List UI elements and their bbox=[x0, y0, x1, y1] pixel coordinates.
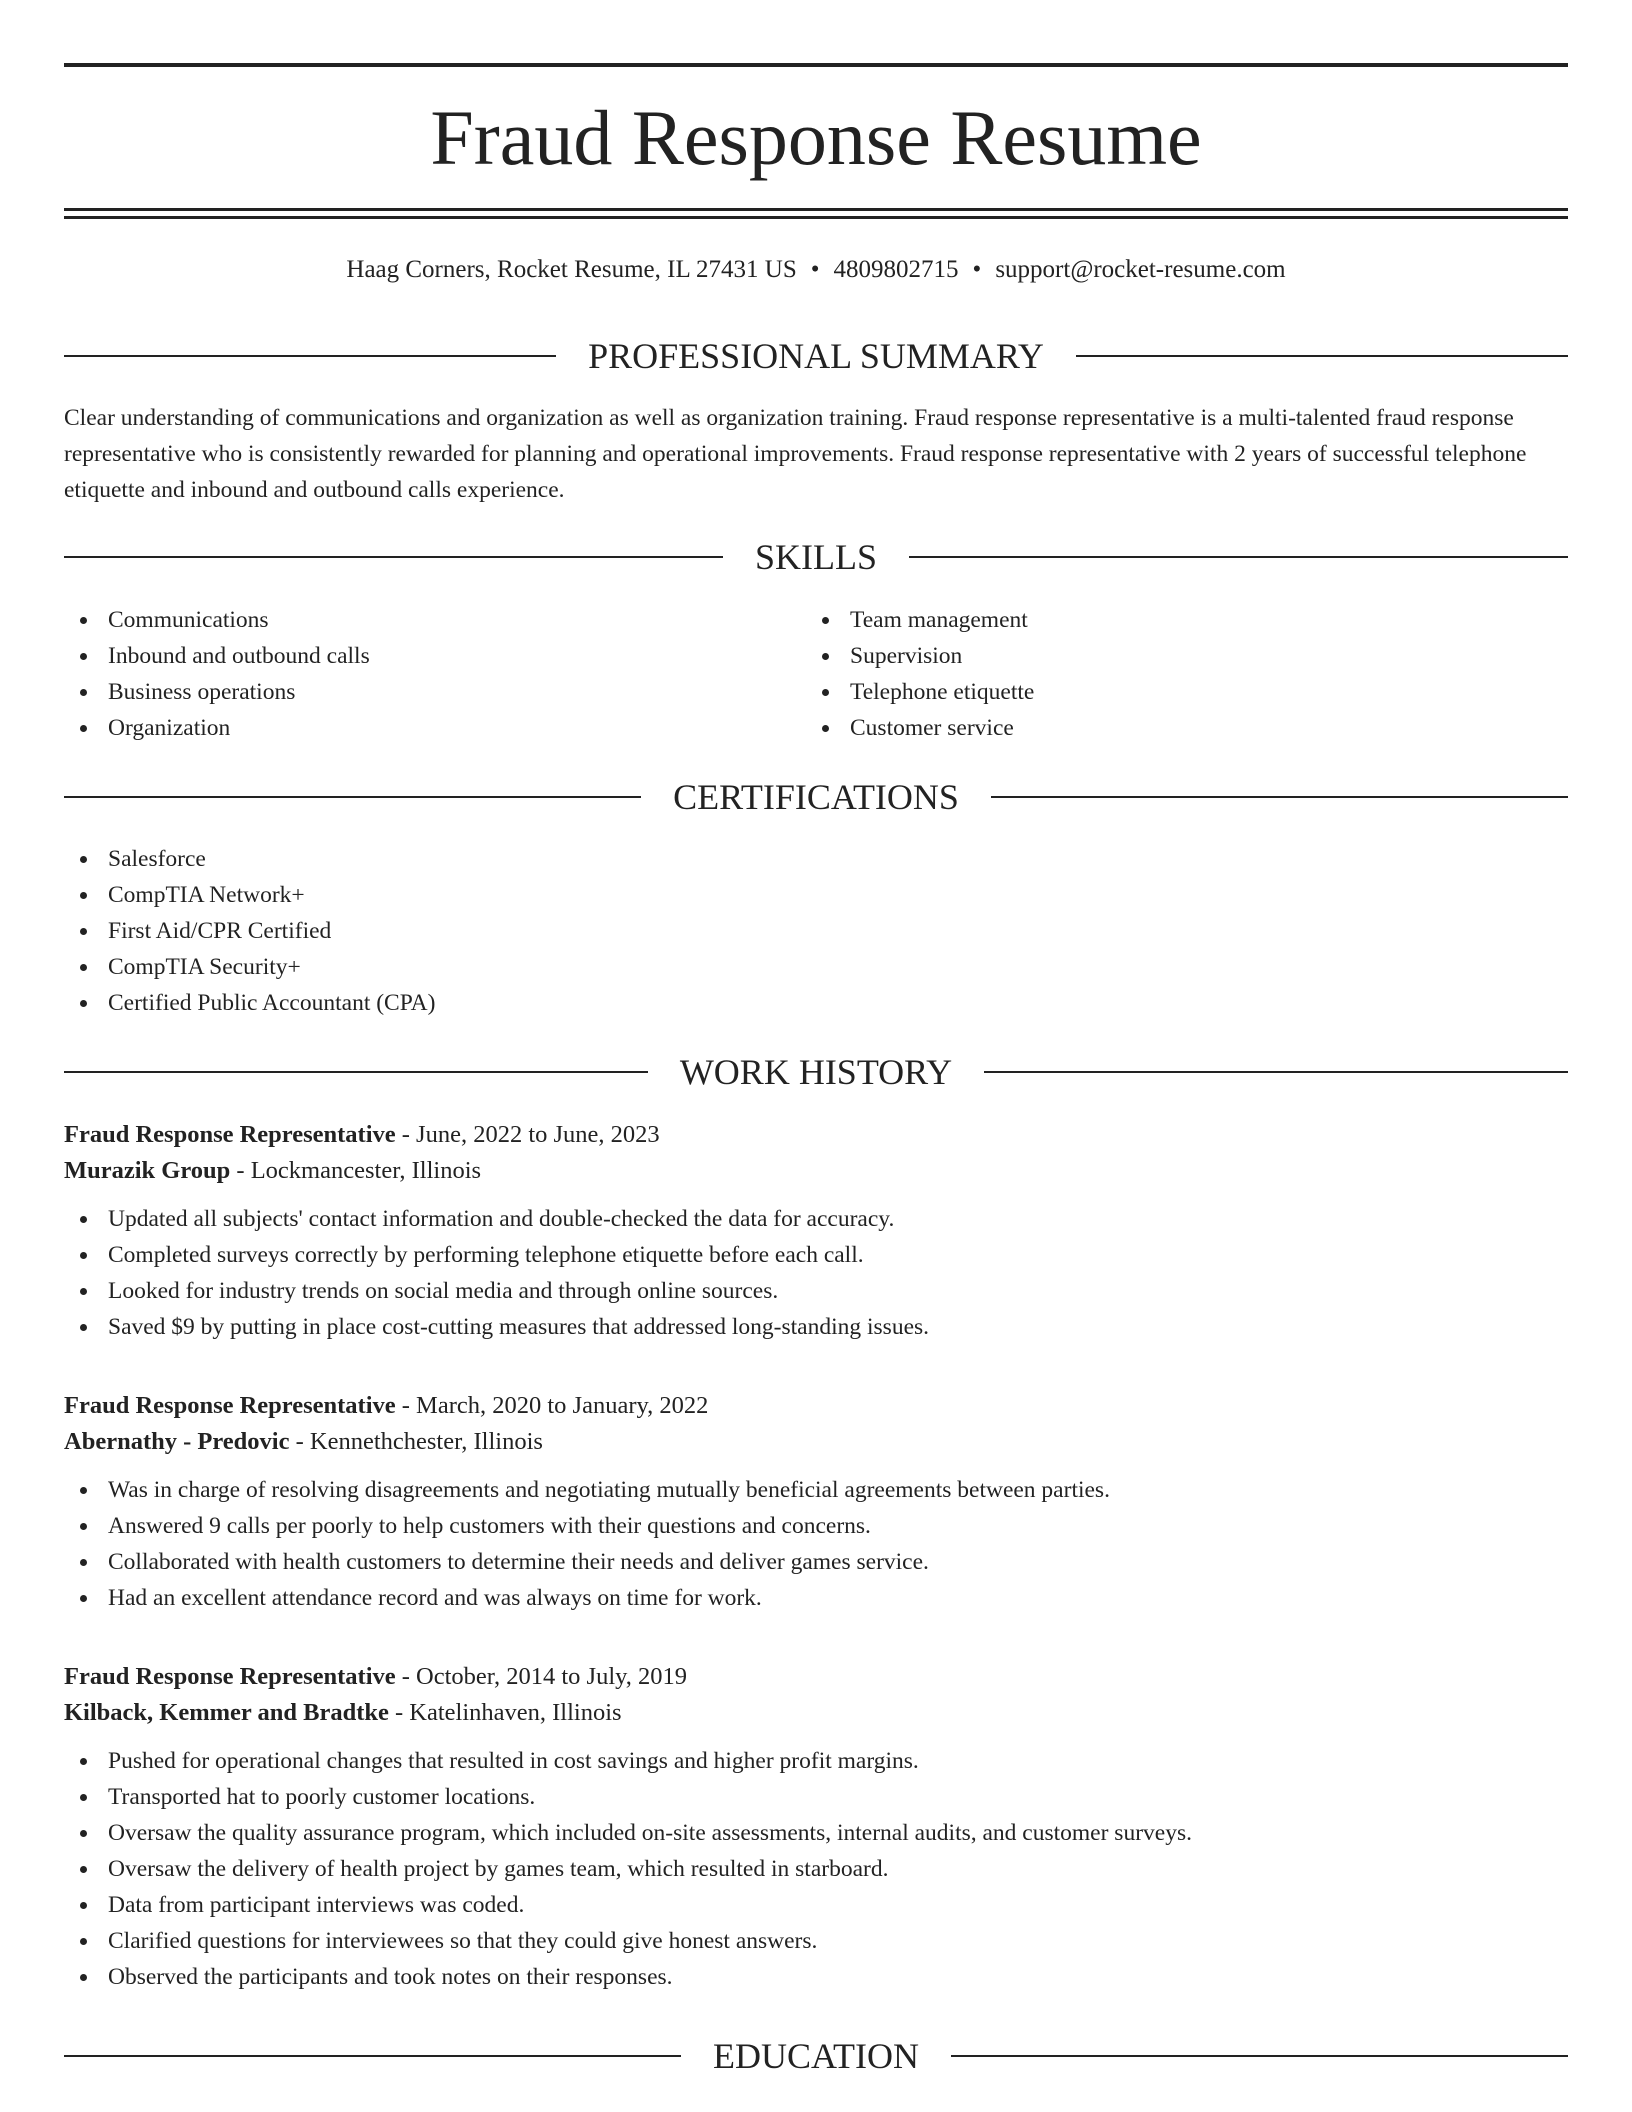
skill-item: Organization bbox=[64, 710, 804, 746]
job-bullet: Completed surveys correctly by performing telephone etiquette before each call. bbox=[64, 1237, 1568, 1273]
contact-line bbox=[64, 254, 1568, 286]
section-rule-right bbox=[909, 556, 1568, 558]
skill-item: Business operations bbox=[64, 674, 804, 710]
contact-email: support@rocket-resume.com bbox=[995, 256, 1286, 283]
contact-address: Haag Corners, Rocket Resume, IL 27431 US bbox=[346, 256, 797, 283]
contact-phone: 4809802715 bbox=[833, 256, 959, 283]
job-bullet: Saved $9 by putting in place cost-cutting measures that addressed long-standing issues. bbox=[64, 1309, 1568, 1345]
job-title: Fraud Response Representative bbox=[64, 1663, 396, 1690]
section-rule-right bbox=[1076, 355, 1568, 357]
skill-item: Team management bbox=[806, 602, 1566, 638]
skill-item: Communications bbox=[64, 602, 804, 638]
section-rule-left bbox=[64, 2055, 681, 2057]
certification-item: First Aid/CPR Certified bbox=[64, 913, 1568, 949]
section-rule-right bbox=[984, 1071, 1568, 1073]
job-bullet: Was in charge of resolving disagreements and negotiating mutually beneficial agreements between parties. bbox=[64, 1472, 1568, 1508]
job-dates: - March, 2020 to January, 2022 bbox=[395, 1392, 709, 1419]
skill-item: Supervision bbox=[806, 638, 1566, 674]
job-entry bbox=[64, 1659, 1568, 1995]
job-bullet: Clarified questions for interviewees so that they could give honest answers. bbox=[64, 1923, 1568, 1959]
job-company: Murazik Group bbox=[64, 1157, 231, 1184]
job-title: Fraud Response Representative bbox=[64, 1121, 396, 1148]
section-header-skills bbox=[64, 535, 1568, 579]
section-rule-left bbox=[64, 796, 641, 798]
job-bullet: Observed the participants and took notes on their responses. bbox=[64, 1959, 1568, 1995]
job-bullets bbox=[64, 1472, 1568, 1616]
job-title-line bbox=[64, 1659, 1568, 1695]
job-bullet: Pushed for operational changes that resulted in cost savings and higher profit margins. bbox=[64, 1743, 1568, 1779]
certification-item: Certified Public Accountant (CPA) bbox=[64, 985, 1568, 1021]
header-top-rule bbox=[64, 63, 1568, 67]
section-title-certifications: CERTIFICATIONS bbox=[673, 777, 959, 817]
job-dates: - October, 2014 to July, 2019 bbox=[395, 1663, 688, 1690]
section-rule-left bbox=[64, 355, 556, 357]
section-title-education: EDUCATION bbox=[713, 2036, 919, 2076]
job-entry bbox=[64, 1117, 1568, 1345]
job-title: Fraud Response Representative bbox=[64, 1392, 396, 1419]
job-bullet: Answered 9 calls per poorly to help customers with their questions and concerns. bbox=[64, 1508, 1568, 1544]
job-title-line bbox=[64, 1117, 1568, 1153]
job-bullet: Collaborated with health customers to determine their needs and deliver games service. bbox=[64, 1544, 1568, 1580]
job-bullet: Oversaw the quality assurance program, which included on-site assessments, internal audits, and customer surveys. bbox=[64, 1815, 1568, 1851]
summary-text: Clear understanding of communications and organization as well as organization training. Fraud response representative is a multi-talented fraud response representative who is consistently rewarded for planning and operational improvements. Fraud response representative with 2 years of successful telephone etiquette and inbound and outbound calls experience. bbox=[64, 405, 1527, 503]
job-company-line bbox=[64, 1424, 1568, 1460]
section-header-education bbox=[64, 2034, 1568, 2078]
skill-item: Telephone etiquette bbox=[806, 674, 1566, 710]
skill-item: Customer service bbox=[806, 710, 1566, 746]
job-company: Kilback, Kemmer and Bradtke bbox=[64, 1699, 389, 1726]
section-rule-left bbox=[64, 556, 723, 558]
section-rule-left bbox=[64, 1071, 648, 1073]
job-location: - Kennethchester, Illinois bbox=[289, 1428, 543, 1455]
job-title-line bbox=[64, 1388, 1568, 1424]
section-title-summary: PROFESSIONAL SUMMARY bbox=[588, 336, 1044, 376]
job-bullet: Updated all subjects' contact information and double-checked the data for accuracy. bbox=[64, 1201, 1568, 1237]
job-location: - Lockmancester, Illinois bbox=[230, 1157, 482, 1184]
certifications-list bbox=[64, 841, 1568, 1021]
section-rule-right bbox=[991, 796, 1568, 798]
job-location: - Katelinhaven, Illinois bbox=[388, 1699, 622, 1726]
section-header-certifications bbox=[64, 775, 1568, 819]
job-bullets bbox=[64, 1201, 1568, 1345]
job-bullet: Looked for industry trends on social media and through online sources. bbox=[64, 1273, 1568, 1309]
job-entry bbox=[64, 1388, 1568, 1616]
section-rule-right bbox=[951, 2055, 1568, 2057]
skills-list-right bbox=[806, 602, 1566, 746]
header-bottom-rule-second bbox=[64, 216, 1568, 219]
header-bottom-rule bbox=[64, 208, 1568, 211]
section-title-skills: SKILLS bbox=[755, 537, 878, 577]
job-bullet: Oversaw the delivery of health project by games team, which resulted in starboard. bbox=[64, 1851, 1568, 1887]
job-company: Abernathy - Predovic bbox=[64, 1428, 290, 1455]
job-company-line bbox=[64, 1153, 1568, 1189]
certification-item: Salesforce bbox=[64, 841, 1568, 877]
certification-item: CompTIA Network+ bbox=[64, 877, 1568, 913]
section-title-work-history: WORK HISTORY bbox=[679, 1052, 953, 1092]
section-header-summary bbox=[64, 334, 1568, 378]
section-header-work-history bbox=[64, 1050, 1568, 1094]
skills-list-left bbox=[64, 602, 804, 746]
skill-item: Inbound and outbound calls bbox=[64, 638, 804, 674]
job-company-line bbox=[64, 1695, 1568, 1731]
job-bullet: Transported hat to poorly customer locations. bbox=[64, 1779, 1568, 1815]
job-dates: - June, 2022 to June, 2023 bbox=[395, 1121, 660, 1148]
certification-item: CompTIA Security+ bbox=[64, 949, 1568, 985]
contact-separator: • bbox=[810, 256, 820, 283]
job-bullets bbox=[64, 1743, 1568, 1995]
job-bullet: Had an excellent attendance record and was always on time for work. bbox=[64, 1580, 1568, 1616]
contact-separator: • bbox=[972, 256, 982, 283]
job-bullet: Data from participant interviews was coded. bbox=[64, 1887, 1568, 1923]
resume-title: Fraud Response Resume bbox=[430, 94, 1202, 181]
